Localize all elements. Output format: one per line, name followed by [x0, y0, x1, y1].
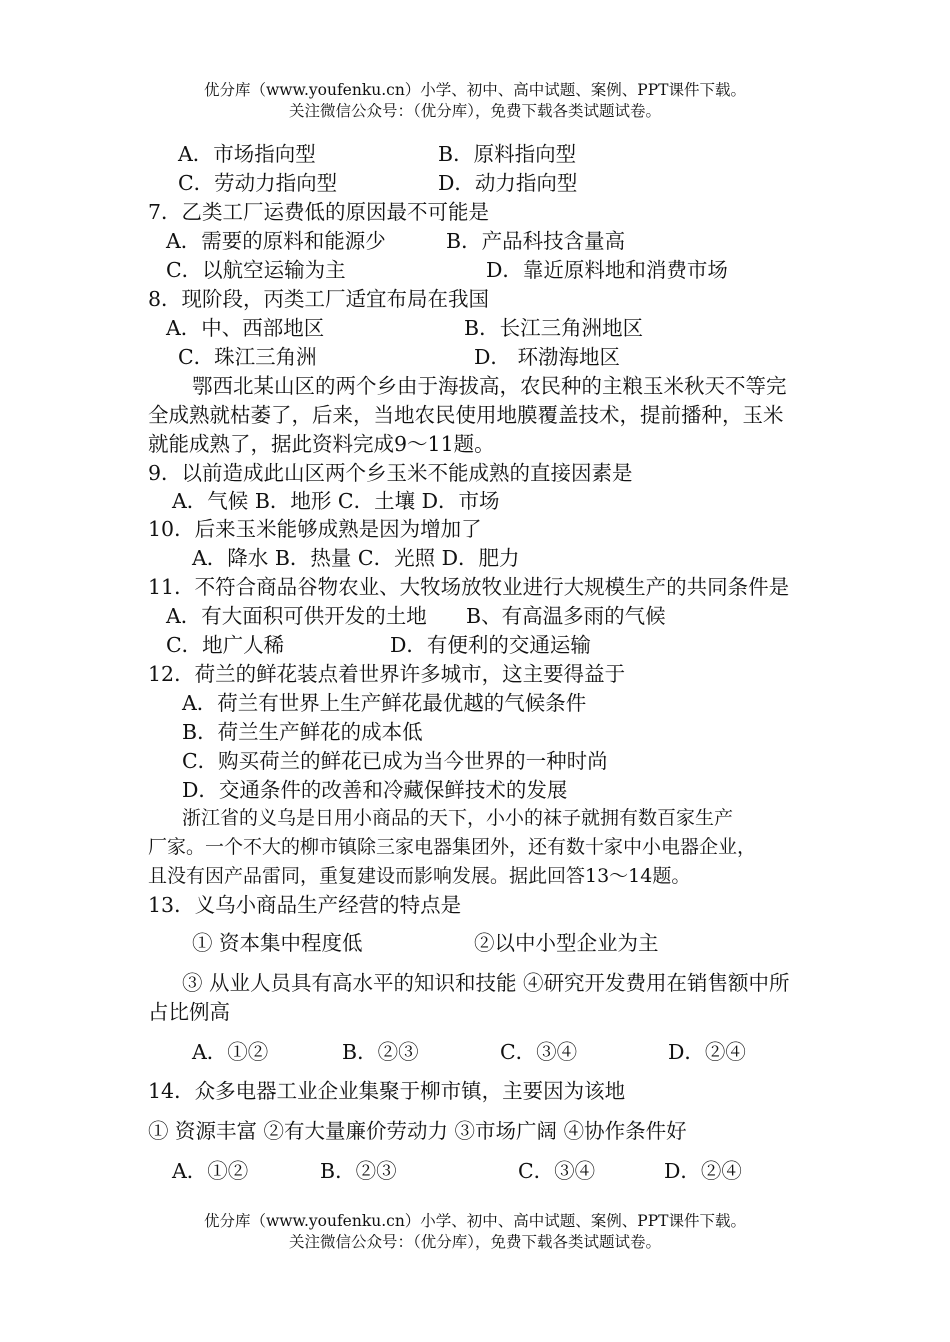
q12-option-c: C．购买荷兰的鲜花已成为当今世界的一种时尚 [182, 749, 608, 773]
q8-option-a: A．中、西部地区 [166, 316, 325, 340]
q7-option-d: D．靠近原料地和消费市场 [486, 258, 728, 282]
q11-option-b: B、有高温多雨的气候 [466, 604, 666, 628]
q13-statement-1: ① 资本集中程度低 [192, 931, 363, 955]
q6-option-b: B．原料指向型 [438, 142, 577, 166]
q8-option-b: B．长江三角洲地区 [464, 316, 644, 340]
q6-option-c: C．劳动力指向型 [178, 171, 338, 195]
passage1-line-3: 就能成熟了，据此资料完成9～11题。 [148, 432, 495, 456]
q14-option-a: A．①② [172, 1159, 249, 1183]
q6-option-a: A．市场指向型 [178, 142, 316, 166]
passage2-line-2: 厂家。一个不大的柳市镇除三家电器集团外，还有数十家中小电器企业， [148, 836, 757, 858]
passage1-line-1: 鄂西北某山区的两个乡由于海拔高，农民种的主粮玉米秋天不等完 [192, 374, 787, 398]
q11-option-c: C．地广人稀 [166, 633, 285, 657]
q11-option-a: A．有大面积可供开发的土地 [166, 604, 427, 628]
page-header [0, 80, 950, 122]
q13-option-c: C．③④ [500, 1040, 578, 1064]
q14-option-d: D．②④ [664, 1159, 742, 1183]
q12-option-a: A．荷兰有世界上生产鲜花最优越的气候条件 [182, 691, 587, 715]
q13-statement-2: ②以中小型企业为主 [474, 931, 659, 955]
page-footer [0, 1211, 950, 1253]
header-line-1: 优分库（www.youfenku.cn）小学、初中、高中试题、案例、PPT课件下载。 [203, 81, 747, 99]
q11-stem: 11．不符合商品谷物农业、大牧场放牧业进行大规模生产的共同条件是 [148, 575, 790, 599]
q12-stem: 12．荷兰的鲜花装点着世界许多城市，这主要得益于 [148, 662, 626, 686]
q9-options: A．气候 B．地形 C．土壤 D．市场 [172, 489, 500, 513]
q9-stem: 9．以前造成此山区两个乡玉米不能成熟的直接因素是 [148, 461, 633, 485]
q13-statement-3-cont: 占比例高 [148, 1000, 230, 1024]
q14-statements: ① 资源丰富 ②有大量廉价劳动力 ③市场广阔 ④协作条件好 [148, 1119, 687, 1143]
q8-option-d: D． 环渤海地区 [474, 345, 620, 369]
q13-stem: 13．义乌小商品生产经营的特点是 [148, 893, 462, 917]
q13-option-b: B．②③ [342, 1040, 419, 1064]
q8-stem: 8．现阶段，丙类工厂适宜布局在我国 [148, 287, 490, 311]
passage1-line-2: 全成熟就枯萎了，后来，当地农民使用地膜覆盖技术，提前播种，玉米 [148, 403, 784, 427]
q10-stem: 10．后来玉米能够成熟是因为增加了 [148, 517, 482, 541]
q13-option-d: D．②④ [668, 1040, 746, 1064]
q12-option-b: B．荷兰生产鲜花的成本低 [182, 720, 423, 744]
q10-options: A．降水 B．热量 C．光照 D．肥力 [192, 546, 520, 570]
q14-stem: 14．众多电器工业企业集聚于柳市镇，主要因为该地 [148, 1079, 626, 1103]
q7-option-a: A．需要的原料和能源少 [166, 229, 386, 253]
header-line-2: 关注微信公众号：（优分库），免费下载各类试题试卷。 [288, 102, 661, 120]
footer-line-2: 关注微信公众号：（优分库），免费下载各类试题试卷。 [288, 1233, 661, 1251]
q13-option-a: A．①② [192, 1040, 269, 1064]
passage2-line-1: 浙江省的义乌是日用小商品的天下，小小的袜子就拥有数百家生产 [182, 807, 734, 829]
q7-option-c: C．以航空运输为主 [166, 258, 346, 282]
q13-statement-3: ③ 从业人员具有高水平的知识和技能 ④研究开发费用在销售额中所 [182, 971, 790, 995]
q7-stem: 7．乙类工厂运费低的原因最不可能是 [148, 200, 490, 224]
q6-option-d: D．动力指向型 [438, 171, 578, 195]
q14-option-c: C．③④ [518, 1159, 596, 1183]
q14-option-b: B．②③ [320, 1159, 397, 1183]
q12-option-d: D．交通条件的改善和冷藏保鲜技术的发展 [182, 778, 568, 802]
q8-option-c: C．珠江三角洲 [178, 345, 317, 369]
passage2-line-3: 且没有因产品雷同，重复建设而影响发展。据此回答13～14题。 [148, 865, 691, 887]
q11-option-d: D．有便利的交通运输 [390, 633, 591, 657]
q7-option-b: B．产品科技含量高 [446, 229, 626, 253]
footer-line-1: 优分库（www.youfenku.cn）小学、初中、高中试题、案例、PPT课件下载。 [203, 1212, 747, 1230]
